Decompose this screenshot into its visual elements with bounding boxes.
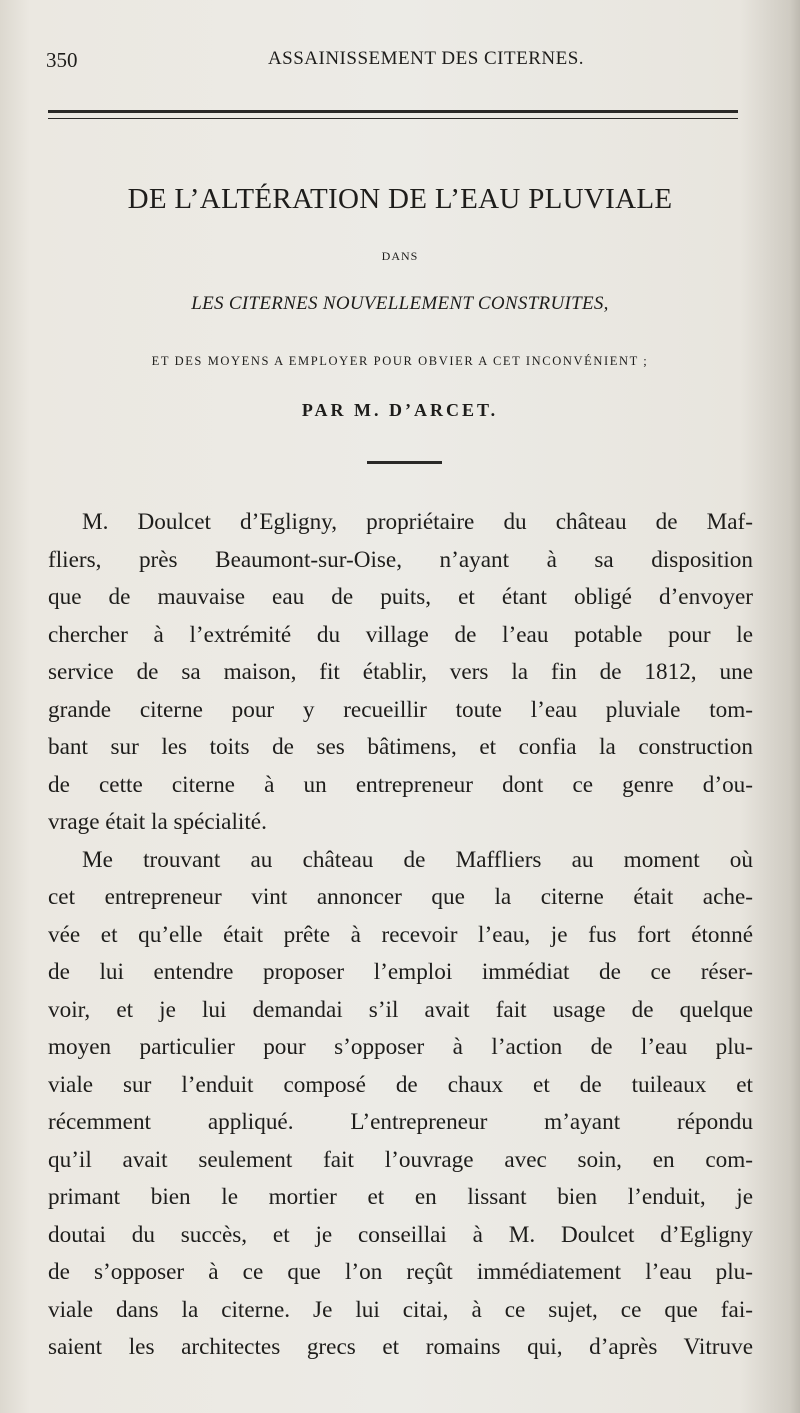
header-double-rule (48, 110, 738, 119)
body-line: Me trouvant au château de Maffliers au moment où (82, 846, 753, 873)
article-subtitle-secondary: ET DES MOYENS A EMPLOYER POUR OBVIER A CET INCONVÉNIENT ; (151, 354, 649, 368)
body-line: fliers, près Beaumont-sur-Oise, n’ayant à sa disposition (48, 546, 753, 573)
page-header (46, 42, 756, 76)
body-line: saient les architectes grecs et romains qui, d’après Vitruve (48, 1334, 753, 1360)
page-number: 350 (46, 48, 78, 72)
body-line: doutai du succès, et je conseillai à M. Doulcet d’Egligny (48, 1221, 753, 1248)
article-title-connector: DANS (381, 249, 419, 263)
body-line: service de sa maison, fit établir, vers la fin de 1812, une (48, 659, 753, 685)
body-line: bant sur les toits de ses bâtimens, et confia la construction (48, 734, 753, 760)
running-head: ASSAINISSEMENT DES CITERNES. (267, 48, 585, 69)
body-line: récemment appliqué. L’entrepreneur m’ayant répondu (48, 1109, 753, 1135)
body-line: de lui entendre proposer l’emploi immédiat de ce réser- (48, 959, 753, 985)
body-line: primant bien le mortier et en lissant bien l’enduit, je (48, 1184, 753, 1210)
body-line: chercher à l’extrémité du village de l’eau potable pour le (48, 621, 753, 648)
body-line: que de mauvaise eau de puits, et étant obligé d’envoyer (48, 584, 753, 610)
body-line: voir, et je lui demandai s’il avait fait usage de quelque (48, 996, 753, 1023)
body-line: cet entrepreneur vint annoncer que la citerne était ache- (48, 884, 753, 910)
body-line: qu’il avait seulement fait l’ouvrage avec soin, en com- (48, 1146, 753, 1173)
body-line: viale dans la citerne. Je lui citai, à ce sujet, ce que fai- (48, 1296, 753, 1323)
title-separator-rule (367, 461, 442, 464)
body-text (48, 504, 753, 1367)
body-line: vée et qu’elle était prête à recevoir l’eau, je fus fort étonné (48, 921, 753, 948)
body-line: de s’opposer à ce que l’on reçût immédiatement l’eau plu- (48, 1259, 753, 1285)
body-line: vrage était la spécialité. (48, 809, 267, 835)
article-subtitle: LES CITERNES NOUVELLEMENT CONSTRUITES, (191, 293, 609, 314)
article-author: PAR M. D’ARCET. (301, 400, 499, 420)
body-line: grande citerne pour y recueillir toute l’eau pluviale tom- (48, 696, 753, 723)
article-title: DE L’ALTÉRATION DE L’EAU PLUVIALE (127, 183, 673, 215)
body-line: moyen particulier pour s’opposer à l’action de l’eau plu- (48, 1034, 753, 1060)
body-line: de cette citerne à un entrepreneur dont ce genre d’ou- (48, 771, 753, 798)
body-line: M. Doulcet d’Egligny, propriétaire du château de Maf- (82, 509, 753, 535)
body-line: viale sur l’enduit composé de chaux et de tuileaux et (48, 1071, 753, 1098)
